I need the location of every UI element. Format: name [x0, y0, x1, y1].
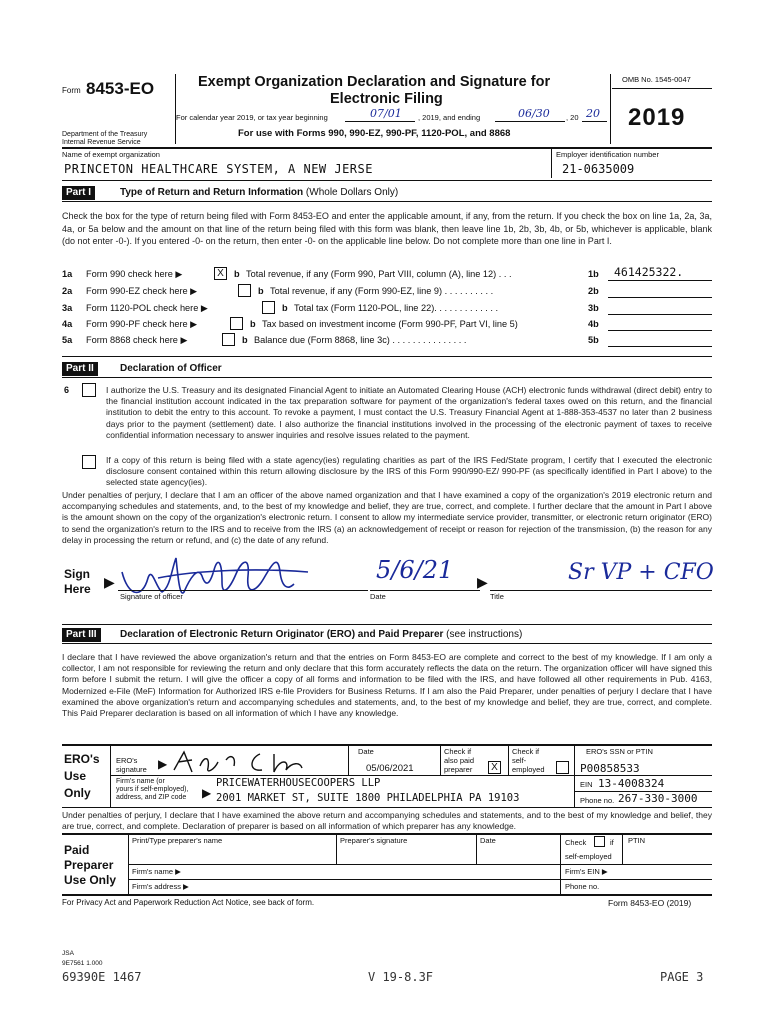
software-version: V 19-8.3F: [368, 970, 434, 984]
self-employed-checkbox[interactable]: [556, 761, 569, 774]
line-description: Total revenue, if any (Form 990, Part VIII, column (A), line 12) . . .: [246, 269, 512, 279]
preparer-date-label: Date: [480, 836, 496, 845]
tax-year-mid: , 2019, and ending: [418, 113, 481, 122]
state-copy-text: If a copy of this return is being filed with a state agency(ies) regulating charities as part of the IRS Fed/State program, I certify that I executed the electronic disclosure consent contained within this return allowing disclosure by the IRS of this Form 990/990-EZ/ 990-PF (as specifically identified in Part I above) to the selected state agency(ies).: [106, 455, 712, 488]
ero-date-value: 05/06/2021: [366, 763, 414, 774]
jsa-number: 9E7561 1.000: [62, 960, 103, 967]
form-title: Exempt Organization Declaration and Signature for: [198, 74, 551, 90]
preparer-self-employed-checkbox[interactable]: [594, 836, 605, 847]
line-number: 3a: [62, 303, 73, 313]
line-ref: 5b: [588, 335, 599, 345]
also-paid-label1: Check if: [444, 747, 472, 756]
only-label: Only: [64, 786, 91, 800]
page-number: PAGE 3: [660, 970, 704, 984]
line-b-marker: b: [234, 269, 240, 279]
line-b-marker: b: [258, 286, 264, 296]
irs: Internal Revenue Service: [62, 139, 141, 146]
here-label: Here: [64, 582, 91, 596]
preparer-check-label: Check: [565, 838, 587, 847]
preparer-label: Preparer: [64, 858, 114, 872]
form-checkbox[interactable]: X: [214, 267, 227, 280]
ero-ptin-value: P00858533: [580, 762, 640, 775]
line-number: 2a: [62, 286, 73, 296]
ero-sig-label2: signature: [116, 765, 147, 774]
footer-form-ref: Form 8453-EO (2019): [608, 898, 692, 908]
self-employed-label2: self-: [512, 756, 527, 765]
part3-label: Part III: [62, 628, 101, 642]
org-name-label: Name of exempt organization: [62, 150, 160, 159]
part1-label: Part I: [62, 186, 95, 200]
use-with-forms: For use with Forms 990, 990-EZ, 990-PF, 1120-POL, and 8868: [238, 128, 511, 139]
also-paid-label2: also paid: [444, 756, 475, 765]
part3-title: Declaration of Electronic Return Originator (ERO) and Paid Preparer (see instructions): [120, 629, 523, 640]
sign-label: Sign: [64, 567, 90, 581]
tax-year: 2019: [628, 104, 686, 131]
firm-name-label3: address, and ZIP code: [116, 794, 187, 801]
title-arrow-icon: ▶: [477, 574, 488, 590]
line-number: 5a: [62, 335, 73, 345]
line-form-label: Form 990-PF check here ▶: [86, 319, 198, 329]
line-description: Balance due (Form 8868, line 3c) . . . . . . . . . . . . . . .: [254, 335, 467, 345]
ach-authorization-text: I authorize the U.S. Treasury and its designated Financial Agent to initiate an Automated Clearing House (ACH) electronic funds withdrawal (direct debit) entry to the financial institution account indicated in the tax preparation software for payment of the organization's federal taxes owed on this return, and the financial institution to debit the entry to this account. To revoke a payment, I must contact the U.S. Treasury Financial Agent at 1-888-353-4537 no later than 2 business days prior to the payment (settlement) date. I also authorize the financial institutions involved in the processing of the electronic payment of taxes to receive confidential information necessary to answer inquiries and resolve issues related to the payment.: [106, 385, 712, 440]
org-name-value: PRINCETON HEALTHCARE SYSTEM, A NEW JERSE: [64, 162, 373, 176]
line-ref: 1b: [588, 269, 599, 279]
line-b-marker: b: [242, 335, 248, 345]
part2-label: Part II: [62, 362, 98, 376]
pp-firm-address-label: Firm's address ▶: [132, 882, 189, 891]
line-b-marker: b: [282, 303, 288, 313]
ero-ein-value: 13-4008324: [598, 777, 665, 790]
preparer-if-label: if: [610, 838, 614, 847]
line-form-label: Form 8868 check here ▶: [86, 335, 188, 345]
line-ref: 3b: [588, 303, 599, 313]
officer-date-label: Date: [370, 592, 386, 601]
ero-firm-address: 2001 MARKET ST, SUITE 1800 PHILADELPHIA PA 19103: [216, 792, 520, 804]
line-number: 1a: [62, 269, 73, 279]
preparer-sig-label: Preparer's signature: [340, 836, 408, 845]
ero-declaration-text: I declare that I have reviewed the above organization's return and that the entries on Form 8453-EO are complete and correct to the best of my knowledge. If I am only a collector, I am not responsible for reviewing the return and only declare that this form accurately reflects the data on the return. The organization officer will have signed this form before I submit the return. I will give the officer a copy of all forms and information to be filed with the IRS, and have followed all other requirements in Pub. 4163, Modernized e-File (MeF) Information for Authorized IRS e-file Providers for Business Returns. If I am also the Paid Preparer, under penalties of perjury I declare that I have examined the above organization's return and accompanying schedules and statements, and, to the best of my knowledge and belief, they are true, correct, and complete. This Paid Preparer declaration is based on all information of which I have any knowledge.: [62, 652, 712, 719]
form-checkbox[interactable]: [222, 333, 235, 346]
use-only-label: Use Only: [64, 873, 117, 887]
preparer-name-label: Print/Type preparer's name: [132, 836, 223, 845]
self-employed-label3: employed: [512, 765, 545, 774]
tax-year-end: 06/30: [518, 107, 550, 120]
line-b-marker: b: [250, 319, 256, 329]
line-form-label: Form 990-EZ check here ▶: [86, 286, 198, 296]
firm-name-label1: Firm's name (or: [116, 778, 165, 785]
ero-firm-name: PRICEWATERHOUSECOOPERS LLP: [216, 777, 381, 789]
line-description: Total tax (Form 1120-POL, line 22). . . . . . . . . . . . .: [294, 303, 499, 313]
tax-year-begin: 07/01: [370, 107, 402, 120]
line6-number: 6: [64, 385, 70, 395]
line-ref: 2b: [588, 286, 599, 296]
officer-title: Sr VP + CFO: [568, 560, 714, 585]
line-form-label: Form 990 check here ▶: [86, 269, 183, 279]
eros-label: ERO's: [64, 752, 100, 766]
tax-year-line: For calendar year 2019, or tax year beginning: [176, 113, 328, 122]
officer-perjury-text: Under penalties of perjury, I declare that I am an officer of the above named organization and that I have examined a copy of the organization's 2019 electronic return and accompanying schedules and statements, and, to the best of my knowledge and belief, they are true, correct, and complete. I further declare that the amount in Part I above is the amount shown on the copy of the organization's electronic return. I consent to allow my intermediate service provider, transmitter, or electronic return originator (ERO) to send the organization's return to the IRS and to receive from the IRS (a) an acknowledgement of receipt or reason for rejection of the transmission, (b) the reason for any delay in processing the return or refund, and (c) the date of any refund.: [62, 490, 712, 545]
line-form-label: Form 1120-POL check here ▶: [86, 303, 208, 313]
pp-firm-name-label: Firm's name ▶: [132, 867, 181, 876]
ein-value: 21-0635009: [562, 162, 635, 176]
privacy-notice: For Privacy Act and Paperwork Reduction Act Notice, see back of form.: [62, 898, 315, 907]
ero-sig-label: ERO's: [116, 756, 138, 765]
ero-sig-arrow-icon: ▶: [158, 757, 168, 771]
ero-ein-label: EIN: [580, 780, 593, 789]
ero-phone-label: Phone no.: [580, 796, 615, 805]
line-amount: 461425322.: [614, 265, 684, 279]
paid-label: Paid: [64, 843, 90, 857]
line-description: Total revenue, if any (Form 990-EZ, line 9) . . . . . . . . . .: [270, 286, 494, 296]
firm-arrow-icon: ▶: [202, 786, 212, 800]
state-copy-checkbox[interactable]: [82, 455, 96, 469]
ero-phone-value: 267-330-3000: [618, 792, 698, 805]
self-employed-label1: Check if: [512, 747, 540, 756]
omb-number: OMB No. 1545-0047: [622, 75, 691, 84]
line-number: 4a: [62, 319, 73, 329]
batch-number: 69390E 1467: [62, 970, 142, 984]
also-paid-label3: preparer: [444, 765, 473, 774]
form-label: Form: [62, 86, 81, 95]
sign-arrow-icon: ▶: [104, 574, 115, 590]
form-number: 8453-EO: [86, 79, 155, 98]
ach-authorize-checkbox[interactable]: [82, 383, 96, 397]
pp-phone-label: Phone no.: [565, 882, 600, 891]
ero-ssn-label: ERO's SSN or PTIN: [586, 747, 653, 756]
part2-title: Declaration of Officer: [120, 363, 222, 374]
officer-date: 5/6/21: [376, 556, 454, 584]
firm-name-label2: yours if self-employed),: [116, 786, 189, 793]
officer-sig-label: Signature of officer: [120, 592, 183, 601]
preparer-self-label: self-employed: [565, 852, 612, 861]
tax-year-end-suffix: , 20: [566, 113, 579, 122]
line-description: Tax based on investment income (Form 990-PF, Part VI, line 5): [262, 319, 518, 329]
line-ref: 4b: [588, 319, 599, 329]
ero-date-label: Date: [358, 747, 374, 756]
jsa-code: JSA: [62, 950, 74, 957]
ero-signature: [170, 748, 330, 778]
department: Department of the Treasury: [62, 131, 148, 138]
officer-title-label: Title: [490, 592, 504, 601]
part1-title: Type of Return and Return Information (Whole Dollars Only): [120, 187, 399, 198]
pp-firm-ein-label: Firm's EIN ▶: [565, 867, 608, 876]
form-checkbox[interactable]: [230, 317, 243, 330]
form-title-line2: Electronic Filing: [330, 91, 443, 107]
also-paid-preparer-checkbox[interactable]: X: [488, 761, 501, 774]
preparer-perjury-text: Under penalties of perjury, I declare that I have examined the above return and accompanying schedules and statements, and to the best of my knowledge and belief, they are true, correct, and complete. Declaration of preparer is based on all information of which preparer has any knowledge.: [62, 810, 712, 831]
part1-instructions: Check the box for the type of return being filed with Form 8453-EO and enter the applicable amount, if any, from the return. If you check the box on line 1a, 2a, 3a, 4a, or 5a below and the amount on that line of the return being filed with this form was blank, then leave line 1b, 2b, 3b, 4b, or 5b, whichever is applicable, blank (do not enter -0-). If you entered -0- on the return, then enter -0- on the applicable line below. Do not complete more than one line in Part I.: [62, 211, 712, 246]
preparer-ptin-label: PTIN: [628, 836, 646, 845]
form-checkbox[interactable]: [238, 284, 251, 297]
tax-year-end-year: 20: [586, 107, 600, 120]
ein-label: Employer identification number: [556, 150, 659, 159]
use-label: Use: [64, 769, 87, 783]
form-checkbox[interactable]: [262, 301, 275, 314]
